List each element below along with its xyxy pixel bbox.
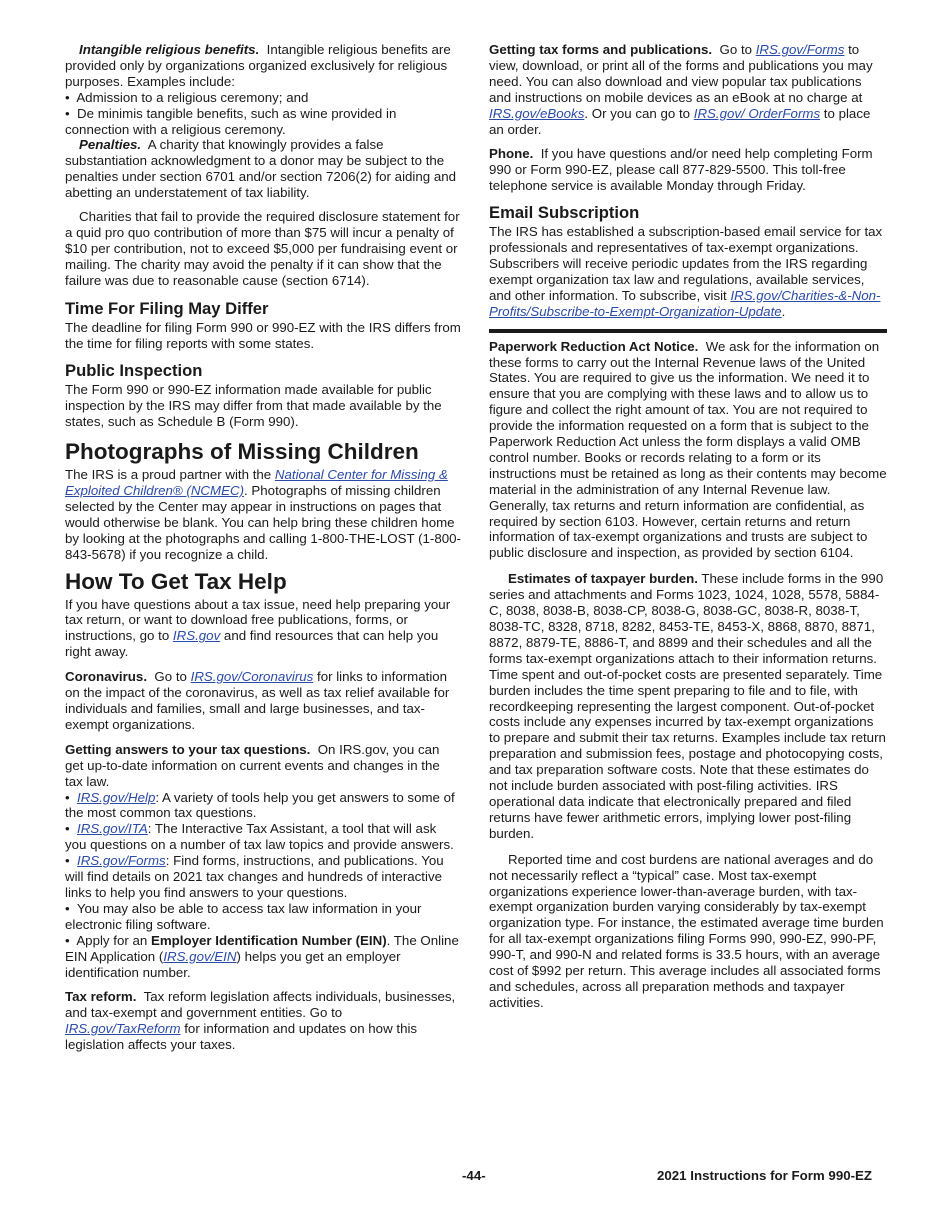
forms-link[interactable]: IRS.gov/Forms bbox=[755, 42, 845, 57]
phone-paragraph: Phone. If you have questions and/or need help completing Form 990 or Form 990-EZ, please call 877-829-5500. This toll-free telephone service is available Monday through Friday. bbox=[489, 146, 873, 194]
reported-paragraph: Reported time and cost burdens are national averages and do not necessarily reflect a “typical” case. Most tax-exempt organizations experience lower-than-average burden, with tax-exempt organization burden varying considerably by tax-exempt organization type. For instance, the estimated average time burden for all tax-exempt organizations filing Forms 990, 990-EZ, 990-PF, 990-T, and 990-N and related forms is 33.5 hours, with an average cost of $992 per return. This average includes all associated forms and schedules, across all preparation methods and taxpayer activities. bbox=[489, 851, 884, 1010]
order-forms-link[interactable]: IRS.gov/ OrderForms bbox=[693, 105, 821, 121]
ebooks-link[interactable]: IRS.gov/eBooks bbox=[489, 105, 585, 121]
irs-gov-link[interactable]: IRS.gov bbox=[172, 628, 221, 644]
tax-reform-link[interactable]: IRS.gov/TaxReform bbox=[65, 1021, 181, 1037]
missing-children-heading: Photographs of Missing Children bbox=[65, 439, 419, 465]
ita-link[interactable]: IRS.gov/ITA bbox=[77, 821, 148, 837]
tax-help-heading: How To Get Tax Help bbox=[65, 568, 287, 594]
paperwork-paragraph: Paperwork Reduction Act Notice. We ask for the information on these forms to carry out the Internal Revenue laws of the United States. You are required to give us the information. We need it to ensure that you are complying with these laws and to allow us to figure and collect the right amount of tax. You are not required to provide the information requested on a form that is subject to the Paperwork Reduction Act unless the form displays a valid OMB control number. Books or records relating to a form or its instructions must be retained as long as their contents may become material in the administration of any Internal Revenue law. Generally, tax returns and return information are confidential, as required by section 6103. However, certain returns and return information of tax-exempt organizations and trusts are subject to public disclosure and inspection, as provided by section 6104. bbox=[489, 338, 887, 561]
bullet-item: • IRS.gov/Help: A variety of tools help you get answers to some of the most common tax questions. bbox=[65, 789, 455, 821]
intangible-paragraph: Intangible religious benefits. Intangible religious benefits are provided only by organizations organized exclusively for religious purposes. Examples include: bbox=[65, 42, 451, 89]
bullet-item: • IRS.gov/ITA: The Interactive Tax Assistant, a tool that will ask you questions on a number of tax law topics and provide answers. bbox=[65, 821, 454, 853]
left-column bbox=[65, 42, 461, 1062]
email-text: The IRS has established a subscription-based email service for tax professionals and representatives of tax-exempt organizations. Subscribers will receive periodic updates from the IRS regarding exempt organization tax law and regulations, available services, and other information. To subscribe, visit IRS.gov/Charities-&-Non-Profits/Subscribe-to-Exempt-Organization-Update. bbox=[489, 224, 883, 319]
page-number: -44- bbox=[462, 1168, 486, 1183]
bullet-item: • Apply for an Employer Identification Number (EIN). The Online EIN Application (IRS.gov/EIN) helps you get an employer identification number. bbox=[65, 932, 459, 980]
bullet-item: • De minimis tangible benefits, such as wine provided in connection with a religious ceremony. bbox=[65, 105, 397, 137]
bullet-item: • You may also be able to access tax law information in your electronic filing software. bbox=[65, 900, 422, 932]
right-column bbox=[489, 42, 887, 1020]
burden-paragraph: Estimates of taxpayer burden. These include forms in the 990 series and attachments and Forms 1023, 1024, 1028, 5578, 5884-C, 8038, 8038-B, 8038-CP, 8038-G, 8038-GC, 8038-R, 8038-T, 8038-TC, 8328, 8718, 8282, 8453-TE, 8453-X, 8868, 8870, 8871, 8872, 8879-TE, 8886-T, and 8899 and their schedules and all the forms tax-exempt organizations attach to their information returns. Time spent and out-of-pocket costs are presented separately. Time burden includes the time spent preparing to file and to file, with recordkeeping representing the largest component. Out-of-pocket costs include any expenses incurred by tax-exempt organizations to prepare and submit their tax returns. Examples include tax return preparation and submission fees, postage and photocopying costs, and tax preparation software costs. Note that these estimates do not include burden associated with post-filing activities. IRS operational data indicate that electronically prepared and filed returns have fewer arithmetic errors, implying lower post-filing burden. bbox=[489, 571, 886, 841]
time-filing-text: The deadline for filing Form 990 or 990-EZ with the IRS differs from the time for filing reports with some states. bbox=[65, 319, 461, 351]
ncmec-link[interactable]: National Center for Missing & Exploited Children® (NCMEC) bbox=[65, 467, 448, 499]
ein-link[interactable]: IRS.gov/EIN bbox=[163, 948, 237, 964]
footer-title: 2021 Instructions for Form 990-EZ bbox=[657, 1168, 873, 1183]
help-link[interactable]: IRS.gov/Help bbox=[77, 789, 156, 805]
public-inspection-text: The Form 990 or 990-EZ information made available for public inspection by the IRS may differ from that made available by the states, such as Schedule B (Form 990). bbox=[65, 382, 442, 430]
forms-link[interactable]: IRS.gov/Forms bbox=[77, 853, 166, 869]
email-heading: Email Subscription bbox=[489, 203, 640, 223]
answers-paragraph: Getting answers to your tax questions. On IRS.gov, you can get up-to-date information on current events and changes in the tax law. bbox=[65, 741, 440, 789]
time-filing-heading: Time For Filing May Differ bbox=[65, 298, 269, 318]
coronavirus-paragraph: Coronavirus. Go to IRS.gov/Coronavirus for links to information on the impact of the coronavirus, as well as tax relief available for individuals and families, small and large businesses, and tax-exempt organizations. bbox=[65, 669, 450, 732]
penalties-paragraph-2: Charities that fail to provide the required disclosure statement for a quid pro quo contribution of more than $75 will incur a penalty of $10 per contribution, not to exceed $5,000 per fundraising event or mailing. The charity may avoid the penalty if it can show that the failure was due to reasonable cause (section 6714). bbox=[65, 209, 460, 288]
coronavirus-link[interactable]: IRS.gov/Coronavirus bbox=[190, 669, 314, 685]
bullet-item: • Admission to a religious ceremony; and bbox=[65, 89, 309, 105]
public-inspection-heading: Public Inspection bbox=[65, 361, 203, 381]
penalties-paragraph: Penalties. A charity that knowingly provides a false substantiation acknowledgment to a donor may be subject to the penalties under section 6701 and/or section 7206(2) for aiding and abetting an understatement of tax liability. bbox=[65, 137, 457, 201]
forms-paragraph: Getting tax forms and publications. Go to IRS.gov/Forms to view, download, or print all of the forms and publications you may need. You can also download and view popular tax publications and instructions on mobile devices as an eBook at no charge at IRS.gov/eBooks. Or you can go to IRS.gov/ OrderForms to place an order. bbox=[489, 42, 873, 137]
missing-children-text: The IRS is a proud partner with the National Center for Missing & Exploited Children® (NCMEC). Photographs of missing children selected by the Center may appear in instructions on pages that would otherwise be blank. You can help bring these children home by looking at the photographs and calling 1-800-THE-LOST (1-800-843-5678) if you recognize a child. bbox=[65, 467, 461, 562]
bullet-item: • IRS.gov/Forms: Find forms, instructions, and publications. You will find details on 2021 tax changes and hundreds of interactive links to help you find answers to your questions. bbox=[65, 853, 444, 900]
tax-reform-paragraph: Tax reform. Tax reform legislation affects individuals, businesses, and tax-exempt and government entities. Go to IRS.gov/TaxReform for information and updates on how this legislation affects your taxes. bbox=[65, 989, 456, 1053]
section-divider bbox=[489, 329, 887, 333]
subscribe-link[interactable]: IRS.gov/Charities-&-Non-Profits/Subscribe-to-Exempt-Organization-Update bbox=[489, 287, 881, 319]
tax-help-text: If you have questions about a tax issue, need help preparing your tax return, or want to download free publications, forms, or instructions, go to IRS.gov and find resources that can help you right away. bbox=[65, 596, 451, 660]
